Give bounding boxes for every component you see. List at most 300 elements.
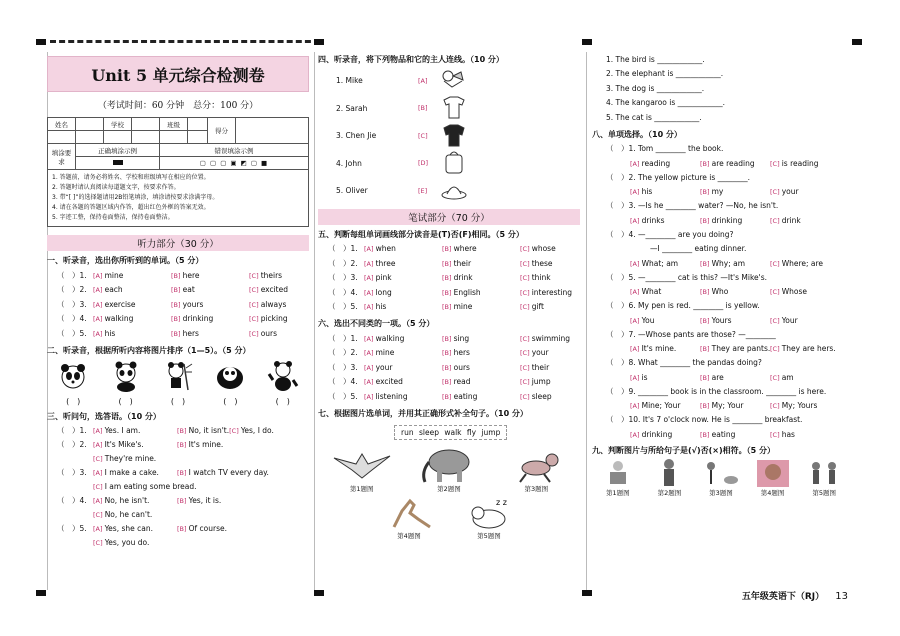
option-text: his (104, 328, 116, 338)
fill-sentence[interactable]: 4. The kangaroo is ____________. (606, 98, 726, 108)
option-b[interactable] (177, 496, 221, 505)
fill-sentence[interactable]: 2. The elephant is ____________. (606, 69, 724, 79)
option-tag: [A] (630, 159, 642, 168)
cat-image[interactable] (440, 67, 468, 95)
elephant-image (419, 444, 479, 484)
option-b[interactable] (700, 187, 770, 196)
option-text: picking (260, 314, 288, 324)
option-tag: [B] (700, 316, 712, 325)
option-text: drinking (711, 215, 743, 225)
item-letter: [E] (418, 186, 428, 195)
item-letter: [B] (418, 104, 428, 113)
option-b[interactable] (700, 316, 770, 325)
option-text: Where; are (781, 258, 824, 268)
option-a[interactable] (364, 244, 442, 253)
question-number[interactable]: （ ）3. (328, 362, 358, 372)
figure (598, 458, 638, 497)
option-text: I make a cake. (104, 468, 159, 477)
option-c[interactable] (770, 316, 840, 325)
option-c[interactable] (93, 454, 156, 463)
option-a[interactable] (93, 285, 171, 294)
option-c[interactable] (520, 348, 549, 357)
s5-row (318, 256, 580, 271)
option-tag: [A] (364, 245, 376, 254)
option-tag: [B] (442, 274, 454, 283)
animal-figures-row (318, 493, 580, 540)
question-number[interactable]: （ ）1. (328, 244, 358, 254)
option-text: They are hers. (781, 344, 836, 353)
option-text: interesting (531, 287, 573, 297)
option-tag: [A] (630, 316, 642, 325)
s6-row (318, 331, 580, 346)
option-text: yours (182, 299, 204, 309)
option-tag: [C] (770, 430, 782, 439)
option-a[interactable] (93, 271, 171, 280)
panda-image (162, 360, 194, 392)
option-c[interactable] (520, 377, 551, 386)
fill-label: 填涂要求 (48, 144, 76, 170)
s6-row (318, 360, 580, 375)
s6-row (318, 375, 580, 390)
sweater-image[interactable] (440, 122, 468, 150)
question-number[interactable]: （ ）3. (57, 299, 87, 309)
option-a[interactable] (630, 187, 700, 196)
answer-blank[interactable]: ( ) (66, 396, 81, 406)
writing-section-bar: 笔试部分（70 分） (318, 209, 580, 225)
owner-name[interactable]: 5. Oliver (336, 186, 368, 196)
option-c[interactable] (520, 363, 549, 372)
option-b[interactable] (700, 259, 770, 268)
question[interactable]: （ ）4. —________ are you doing? (606, 229, 734, 239)
option-a[interactable] (630, 216, 700, 225)
option-text: their (453, 258, 472, 268)
option-text: hers (453, 348, 470, 358)
option-c[interactable] (770, 344, 840, 353)
question-number[interactable]: （ ）2. (57, 440, 87, 449)
boy-standing-image (649, 458, 689, 488)
option-a[interactable] (630, 344, 700, 353)
top-dashed-line (50, 40, 320, 44)
question-number[interactable]: （ ）2. (328, 348, 358, 358)
option-tag: [C] (249, 300, 261, 309)
option-text: It's Mike's. (104, 440, 144, 449)
bag-image[interactable] (440, 149, 468, 177)
option-text: mine (104, 270, 124, 280)
option-a[interactable] (93, 496, 177, 505)
column-3 (592, 52, 850, 590)
s4-row (318, 177, 580, 205)
option-tag: [B] (177, 469, 189, 477)
option-tag: [B] (177, 525, 189, 533)
option-b[interactable] (177, 524, 227, 533)
question-number[interactable]: （ ）4. (57, 314, 87, 324)
option-c[interactable] (770, 216, 840, 225)
option-tag: [C] (520, 378, 532, 387)
option-c[interactable] (93, 510, 152, 519)
option-b[interactable] (700, 430, 770, 439)
item-letter: [A] (418, 76, 428, 85)
option-a[interactable] (630, 373, 700, 382)
option-c[interactable] (770, 287, 840, 296)
option-c[interactable] (520, 259, 553, 268)
option-a[interactable] (630, 287, 700, 296)
option-c[interactable] (770, 373, 840, 382)
option-tag: [C] (770, 159, 782, 168)
order-answer-blanks (47, 396, 309, 407)
option-text: English (453, 287, 481, 297)
s3-row (47, 438, 309, 452)
option-b[interactable] (177, 468, 269, 477)
option-c[interactable] (770, 401, 840, 410)
option-text: excited (375, 377, 403, 387)
option-tag: [B] (700, 430, 712, 439)
option-tag: [B] (700, 402, 712, 410)
option-b[interactable] (442, 302, 520, 311)
option-text: his (375, 302, 387, 312)
option-b[interactable] (442, 348, 520, 357)
option-c[interactable] (520, 273, 551, 282)
figure-caption: 第4题图 (760, 489, 785, 497)
option-b[interactable] (177, 426, 229, 435)
option-b[interactable] (700, 159, 770, 168)
option-c[interactable] (249, 285, 288, 294)
question-number[interactable]: （ ）5. (328, 391, 358, 401)
option-a[interactable] (630, 401, 700, 410)
option-b[interactable] (171, 314, 249, 323)
option-tag: [C] (520, 288, 532, 297)
option-c[interactable] (249, 300, 286, 309)
option-tag: [C] (520, 245, 532, 254)
column-2 (318, 52, 580, 590)
option-c[interactable] (93, 538, 149, 547)
option-text: drinks (641, 215, 665, 225)
option-tag: [A] (364, 378, 376, 387)
section-4-list (318, 67, 580, 205)
answer-blank[interactable]: ( ) (275, 396, 290, 406)
option-text: Yes, it is. (188, 496, 222, 505)
exam-info: （考试时间：60 分钟 总分：100 分） (97, 101, 259, 111)
school-label: 学校 (104, 118, 132, 131)
question-number[interactable]: （ ）1. (328, 333, 358, 343)
section-8-list (592, 142, 850, 442)
option-tag: [B] (442, 288, 454, 297)
name-field[interactable] (76, 118, 104, 131)
option-text: your (375, 362, 393, 372)
option-a[interactable] (364, 302, 442, 311)
question[interactable]: （ ）5. —________ cat is this? —It's Mike's. (606, 272, 767, 282)
option-a[interactable] (93, 524, 177, 533)
s6-row (318, 346, 580, 361)
question-number[interactable]: （ ）4. (57, 496, 87, 505)
question[interactable]: （ ）10. It's 7 o'clock now. He is ________ breakfast. (606, 415, 803, 425)
option-b[interactable] (442, 259, 520, 268)
option-text: What (641, 287, 662, 296)
option-b[interactable] (442, 363, 520, 372)
option-c[interactable] (770, 430, 840, 439)
question[interactable]: （ ）1. Tom ________ the book. (606, 144, 724, 154)
option-text: It's mine. (188, 440, 224, 449)
question-number[interactable]: （ ）1. (57, 270, 87, 280)
option-c[interactable] (520, 288, 572, 297)
options-row (592, 342, 850, 356)
option-text: sing (453, 333, 470, 343)
option-text: swimming (531, 333, 571, 343)
fill-sentence[interactable]: 3. The dog is ____________. (606, 83, 705, 93)
option-b[interactable] (171, 271, 249, 280)
option-a[interactable] (364, 392, 442, 401)
option-b[interactable] (442, 273, 520, 282)
option-c[interactable] (520, 302, 544, 311)
s6-row (318, 389, 580, 404)
option-text: are (711, 372, 724, 382)
option-c[interactable] (249, 271, 282, 280)
option-text: No, he isn't. (104, 496, 150, 505)
fill-sentence[interactable]: 1. The bird is ____________. (606, 54, 705, 64)
option-tag: [A] (364, 334, 376, 343)
owner-name[interactable]: 3. Chen Jie (336, 131, 377, 141)
option-text: each (104, 285, 123, 295)
question-number[interactable]: （ ）5. (57, 328, 87, 338)
s5-row (318, 300, 580, 315)
option-c[interactable] (249, 314, 288, 323)
option-text: It's mine. (641, 344, 677, 353)
school-field[interactable] (132, 118, 160, 131)
option-a[interactable] (630, 430, 700, 439)
option-text: Yes, you do. (104, 538, 150, 547)
option-c[interactable] (249, 329, 277, 338)
option-tag: [A] (630, 373, 642, 382)
option-a[interactable] (364, 363, 442, 372)
option-a[interactable] (630, 259, 700, 268)
option-b[interactable] (171, 300, 249, 309)
s3-row (47, 452, 309, 466)
option-tag: [C] (93, 455, 105, 463)
option-c[interactable] (520, 244, 556, 253)
option-text: My; Your (711, 401, 744, 410)
option-tag: [C] (93, 511, 105, 519)
option-c[interactable] (229, 426, 274, 435)
section-9-heading: 九、判断图片与所给句子是(√)否(×)相符。（5 分） (592, 446, 776, 455)
correct-label: 正确填涂示例 (76, 144, 160, 157)
score-field[interactable] (236, 118, 309, 144)
option-tag: [C] (770, 188, 782, 196)
option-tag: [C] (520, 392, 532, 401)
kangaroo-image (384, 493, 434, 531)
option-text: What; am (641, 258, 679, 268)
page-number: 13 (835, 591, 848, 602)
option-a[interactable] (364, 348, 442, 357)
options-row (592, 427, 850, 441)
options-row (592, 285, 850, 299)
option-tag: [B] (442, 392, 454, 401)
question[interactable]: （ ）2. The yellow picture is ________. (606, 172, 751, 182)
option-b[interactable] (442, 392, 520, 401)
wrong-label: 错误填涂示例 (160, 144, 309, 157)
owner-name[interactable]: 1. Mike (336, 76, 363, 86)
panda-image (110, 360, 142, 392)
section-7-sentences (592, 52, 850, 125)
bird-image (332, 444, 392, 484)
option-c[interactable] (93, 482, 197, 491)
question-number[interactable]: （ ）5. (328, 302, 358, 312)
figure-caption: 第5题图 (812, 489, 836, 497)
children-playing-image (804, 458, 844, 488)
question-number[interactable]: （ ）4. (328, 377, 358, 387)
option-a[interactable] (630, 159, 700, 168)
option-a[interactable] (93, 468, 177, 477)
answer-blank[interactable]: ( ) (118, 396, 133, 406)
option-a[interactable] (364, 288, 442, 297)
class-field[interactable] (188, 118, 208, 131)
figure-caption: 第3题图 (709, 489, 733, 497)
option-tag: [B] (442, 303, 454, 312)
options-row (592, 156, 850, 170)
s1-row (47, 297, 309, 312)
note-line: 1. 答题前，请务必将姓名、学校和班级填写在相应的位置。 (52, 174, 210, 181)
option-b[interactable] (177, 440, 223, 449)
answer-blank[interactable]: ( ) (223, 396, 238, 406)
option-b[interactable] (171, 285, 249, 294)
name-label: 姓名 (48, 118, 76, 131)
option-tag: [B] (700, 288, 712, 296)
question[interactable]: （ ）7. —Whose pants are those? —________ (606, 329, 776, 339)
option-tag: [A] (630, 259, 642, 268)
owner-name[interactable]: 4. John (336, 158, 362, 168)
option-c[interactable] (770, 159, 840, 168)
option-b[interactable] (442, 244, 520, 253)
info-table (47, 117, 309, 170)
question-number[interactable]: （ ）4. (328, 287, 358, 297)
option-tag: [B] (442, 259, 454, 268)
option-a[interactable] (93, 314, 171, 323)
section-6-heading: 六、选出不同类的一项。（5 分） (318, 319, 435, 328)
option-a[interactable] (93, 300, 171, 309)
question-number[interactable]: （ ）3. (328, 273, 358, 283)
option-tag: [C] (249, 286, 261, 295)
option-text: pink (375, 273, 392, 283)
option-tag: [C] (93, 483, 105, 491)
question-number[interactable]: （ ）3. (57, 468, 87, 477)
option-text: sleep (531, 391, 552, 401)
option-c[interactable] (770, 259, 840, 268)
s1-row (47, 326, 309, 341)
fill-sentence[interactable]: 5. The cat is ____________. (606, 112, 702, 122)
option-a[interactable] (630, 316, 700, 325)
option-a[interactable] (364, 377, 442, 386)
column-1 (47, 52, 309, 590)
option-tag: [C] (249, 329, 261, 338)
option-text: walking (104, 314, 134, 324)
question[interactable]: （ ）6. My pen is red. ________ is yellow. (606, 301, 760, 311)
option-b[interactable] (700, 287, 770, 296)
word-bank: run sleep walk fly jump (394, 425, 507, 440)
option-tag: [C] (229, 427, 241, 435)
option-text: read (453, 377, 471, 387)
s4-row (318, 95, 580, 123)
option-c[interactable] (770, 187, 840, 196)
answer-blank[interactable]: ( ) (170, 396, 186, 406)
option-b[interactable] (442, 377, 520, 386)
s4-row (318, 150, 580, 178)
corner-mark (314, 39, 324, 45)
option-tag: [B] (177, 427, 189, 435)
option-a[interactable] (93, 329, 171, 338)
option-tag: [C] (770, 288, 782, 296)
options-row (592, 313, 850, 327)
blank-cell (188, 131, 208, 144)
option-c[interactable] (520, 392, 552, 401)
panda-pictures (47, 358, 309, 394)
column-divider (586, 52, 587, 590)
s1-row (47, 312, 309, 327)
option-text: Of course. (188, 524, 227, 533)
option-a[interactable] (364, 273, 442, 282)
option-tag: [B] (171, 329, 183, 338)
question-number[interactable]: （ ）5. (57, 524, 87, 533)
section-4-heading: 四、听录音，将下列物品和它的主人连线。（10 分） (318, 55, 504, 64)
option-tag: [C] (520, 363, 532, 372)
question[interactable]: （ ）9. ________ book is in the classroom. ________ is here. (606, 386, 827, 396)
option-b[interactable] (700, 401, 770, 410)
option-a[interactable] (93, 440, 177, 449)
s3-row (47, 536, 309, 550)
class-label: 班级 (160, 118, 188, 131)
option-tag: [C] (770, 373, 782, 382)
option-b[interactable] (171, 329, 249, 338)
option-tag: [B] (700, 159, 712, 168)
section-1-list (47, 268, 309, 341)
section-7-heading: 七、根据图片选单词，并用其正确形式补全句子。（10 分） (318, 408, 528, 418)
option-text: excited (260, 285, 288, 295)
question-number[interactable]: （ ）1. (57, 426, 87, 435)
figure (804, 458, 844, 497)
option-text: jump (531, 377, 551, 387)
option-text: Yes, she can. (104, 524, 153, 533)
option-b[interactable] (442, 334, 520, 343)
dog-image (506, 444, 566, 484)
question[interactable]: （ ）3. —Is he ________ water? —No, he isn't. (606, 201, 779, 211)
option-text: ours (453, 362, 470, 372)
s3-row (47, 508, 309, 522)
option-a[interactable] (364, 334, 442, 343)
option-text: Mine; Your (641, 401, 681, 410)
option-a[interactable] (364, 259, 442, 268)
option-tag: [B] (700, 188, 712, 196)
hat-image[interactable] (440, 177, 468, 205)
option-tag: [A] (93, 286, 105, 295)
option-b[interactable] (700, 216, 770, 225)
question[interactable]: （ ）8. What ________ the pandas doing? (606, 358, 762, 368)
option-b[interactable] (442, 288, 520, 297)
option-b[interactable] (700, 344, 770, 353)
question-number[interactable]: （ ）2. (328, 258, 358, 268)
option-text: theirs (260, 270, 283, 280)
tshirt-image[interactable] (440, 94, 468, 122)
blank-cell (132, 131, 160, 144)
s4-row (318, 122, 580, 150)
option-c[interactable] (520, 334, 570, 343)
option-tag: [B] (442, 349, 454, 358)
option-tag: [C] (770, 345, 782, 353)
option-a[interactable] (93, 426, 177, 435)
question-number[interactable]: （ ）2. (57, 285, 87, 295)
option-tag: [B] (177, 497, 189, 505)
option-tag: [A] (630, 288, 642, 296)
owner-name[interactable]: 2. Sarah (336, 103, 368, 113)
option-tag: [A] (93, 427, 105, 435)
option-b[interactable] (700, 373, 770, 382)
figure-caption: 第1题图 (349, 484, 374, 493)
